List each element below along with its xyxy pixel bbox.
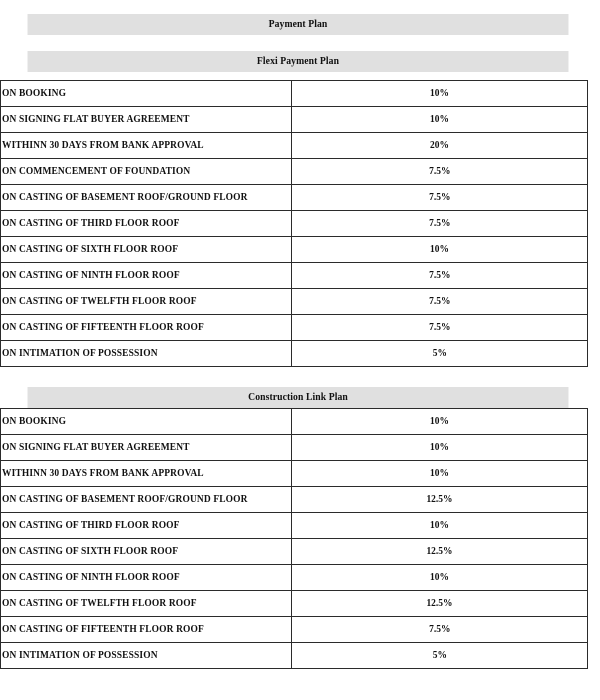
percent-cell [292,289,588,315]
percent-cell [292,263,588,289]
percent-value: 10% [430,519,449,531]
milestone-label: ON SIGNING FLAT BUYER AGREEMENT [2,113,190,125]
milestone-cell [1,539,292,565]
percent-cell [292,591,588,617]
milestone-label: ON CASTING OF FIFTEENTH FLOOR ROOF [2,623,204,635]
percent-value: 12.5% [426,597,453,609]
percent-cell [292,565,588,591]
milestone-cell [1,487,292,513]
milestone-label: ON INTIMATION OF POSSESSION [2,649,158,661]
milestone-label: ON CASTING OF TWELFTH FLOOR ROOF [2,295,197,307]
milestone-cell [1,211,292,237]
percent-value: 10% [430,571,449,583]
table-row [1,643,588,669]
milestone-cell [1,617,292,643]
milestone-label: ON CASTING OF BASEMENT ROOF/GROUND FLOOR [2,191,248,203]
percent-cell [292,513,588,539]
percent-value: 7.5% [428,165,451,177]
percent-value: 7.5% [428,217,451,229]
construction-link-plan-table [0,408,588,669]
table-row [1,107,588,133]
percent-value: 7.5% [428,321,451,333]
flexi-payment-plan-table [0,80,588,367]
milestone-label: ON BOOKING [2,415,67,427]
percent-value: 12.5% [426,493,453,505]
percent-value: 20% [430,139,449,151]
percent-cell [292,643,588,669]
construction-link-plan-table-block [0,408,600,669]
milestone-cell [1,107,292,133]
percent-cell [292,315,588,341]
milestone-label: ON CASTING OF THIRD FLOOR ROOF [2,519,180,531]
milestone-label: ON COMMENCEMENT OF FOUNDATION [2,165,191,177]
percent-cell [292,539,588,565]
percent-value: 10% [430,415,449,427]
milestone-label: ON BOOKING [2,87,67,99]
flexi-payment-plan-table-body [1,81,588,367]
milestone-label: ON CASTING OF NINTH FLOOR ROOF [2,269,180,281]
milestone-label: WITHINN 30 DAYS FROM BANK APPROVAL [2,467,204,479]
table-row [1,591,588,617]
milestone-cell [1,81,292,107]
milestone-cell [1,409,292,435]
milestone-label: ON CASTING OF FIFTEENTH FLOOR ROOF [2,321,204,333]
table-row [1,487,588,513]
construction-link-plan-title: Construction Link Plan [28,387,569,408]
table-row [1,211,588,237]
milestone-cell [1,185,292,211]
milestone-cell [1,315,292,341]
top-spacer [0,0,600,14]
percent-cell [292,461,588,487]
milestone-label: ON CASTING OF BASEMENT ROOF/GROUND FLOOR [2,493,248,505]
percent-cell [292,487,588,513]
milestone-cell [1,159,292,185]
construction-link-plan-title-banner-wrap [0,387,600,408]
percent-cell [292,237,588,263]
table-row [1,435,588,461]
milestone-cell [1,513,292,539]
percent-value: 10% [430,243,449,255]
milestone-label: ON SIGNING FLAT BUYER AGREEMENT [2,441,190,453]
table-row [1,341,588,367]
milestone-label: ON CASTING OF SIXTH FLOOR ROOF [2,545,179,557]
percent-cell [292,341,588,367]
milestone-cell [1,289,292,315]
flexi-payment-plan-table-block [0,80,600,367]
table-row [1,263,588,289]
flexi-plan-title-banner-wrap [0,51,600,72]
table-row [1,315,588,341]
table-row [1,237,588,263]
percent-value: 7.5% [428,295,451,307]
milestone-cell [1,341,292,367]
flexi-payment-plan-title: Flexi Payment Plan [28,51,569,72]
milestone-label: ON INTIMATION OF POSSESSION [2,347,158,359]
spacer-below-main-title [0,35,600,51]
table-row [1,133,588,159]
spacer-above-flexi-table [0,72,600,80]
percent-cell [292,617,588,643]
construction-link-plan-table-body [1,409,588,669]
percent-cell [292,81,588,107]
table-row [1,565,588,591]
percent-value: 12.5% [426,545,453,557]
table-row [1,289,588,315]
milestone-cell [1,237,292,263]
table-row [1,185,588,211]
percent-value: 10% [430,467,449,479]
table-row [1,513,588,539]
table-row [1,539,588,565]
milestone-cell [1,565,292,591]
milestone-cell [1,435,292,461]
percent-value: 7.5% [428,191,451,203]
percent-cell [292,435,588,461]
percent-cell [292,107,588,133]
milestone-label: ON CASTING OF TWELFTH FLOOR ROOF [2,597,197,609]
main-title-banner-wrap [0,14,600,35]
table-row [1,461,588,487]
milestone-cell [1,133,292,159]
table-row [1,81,588,107]
percent-cell [292,133,588,159]
milestone-cell [1,263,292,289]
percent-cell [292,185,588,211]
milestone-cell [1,461,292,487]
milestone-label: ON CASTING OF SIXTH FLOOR ROOF [2,243,179,255]
spacer-between-tables [0,367,600,387]
percent-value: 10% [430,113,449,125]
percent-value: 7.5% [428,623,451,635]
percent-value: 5% [432,347,447,359]
table-row [1,159,588,185]
table-row [1,409,588,435]
milestone-cell [1,643,292,669]
milestone-label: ON CASTING OF NINTH FLOOR ROOF [2,571,180,583]
percent-value: 5% [432,649,447,661]
percent-value: 10% [430,441,449,453]
document-main-title: Payment Plan [28,14,569,35]
percent-cell [292,409,588,435]
percent-value: 10% [430,87,449,99]
percent-cell [292,159,588,185]
table-row [1,617,588,643]
milestone-label: WITHINN 30 DAYS FROM BANK APPROVAL [2,139,204,151]
milestone-label: ON CASTING OF THIRD FLOOR ROOF [2,217,180,229]
percent-cell [292,211,588,237]
percent-value: 7.5% [428,269,451,281]
milestone-cell [1,591,292,617]
